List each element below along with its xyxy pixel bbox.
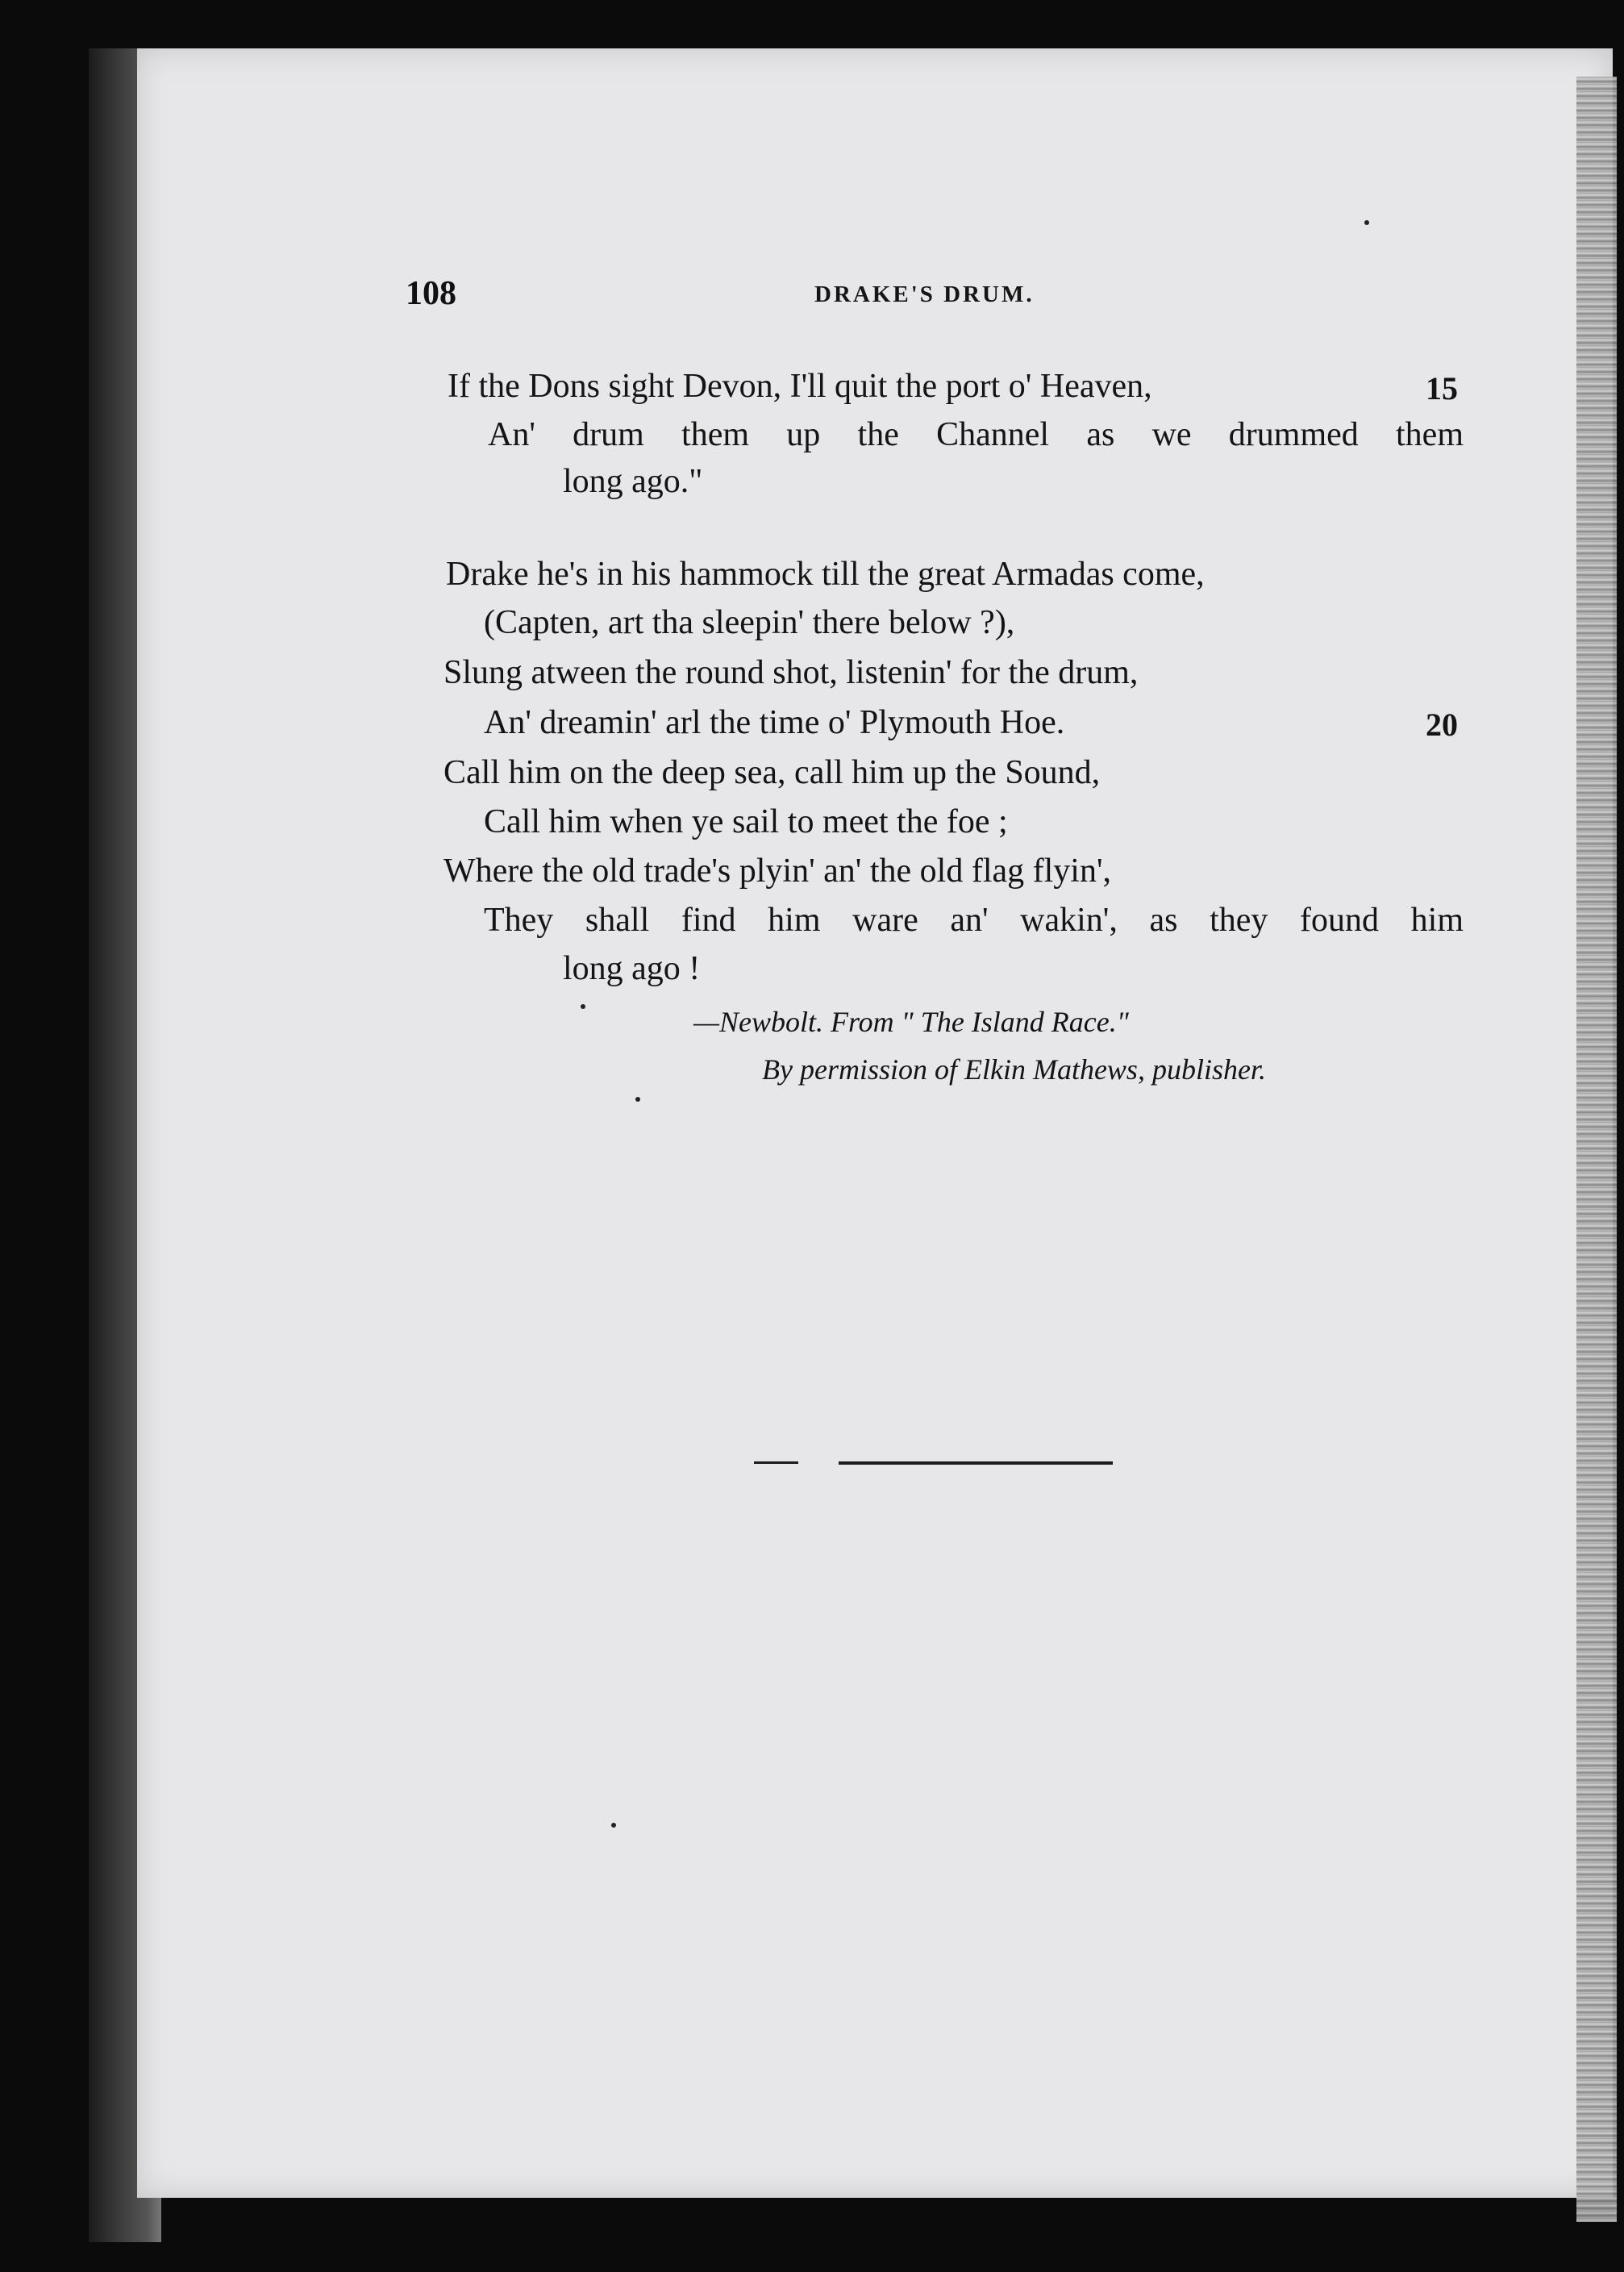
poem-line: Where the old trade's plyin' an' the old flag flyin', — [443, 853, 1112, 890]
poem-line-text: An' drum them up the Channel as we drummed them — [488, 416, 1464, 453]
closing-rule — [839, 1461, 1113, 1465]
poem-line-text: They shall find him ware an' wakin', as they found him — [484, 902, 1464, 939]
line-number: 20 — [1426, 707, 1458, 743]
closing-rule — [754, 1461, 798, 1464]
poem-line — [484, 901, 1464, 940]
attribution-permission: By permission of Elkin Mathews, publisher. — [762, 1053, 1266, 1086]
poem-line: Slung atween the round shot, listenin' for the drum, — [443, 654, 1139, 691]
poem-line — [488, 415, 1464, 454]
poem-line: If the Dons sight Devon, I'll quit the port o' Heaven, — [448, 368, 1152, 405]
poem-line: An' dreamin' arl the time o' Plymouth Hoe. — [484, 704, 1065, 741]
poem-line: long ago." — [563, 463, 703, 500]
line-number: 15 — [1426, 370, 1458, 406]
scan-speck — [1364, 220, 1369, 225]
page-number: 108 — [406, 275, 456, 312]
scan-speck — [635, 1097, 640, 1102]
scan-speck — [581, 1004, 585, 1009]
poem-line: Drake he's in his hammock till the great Armadas come, — [446, 556, 1205, 593]
running-head: DRAKE'S DRUM. — [814, 281, 1035, 307]
poem-line: Call him on the deep sea, call him up the Sound, — [443, 754, 1101, 791]
page-header — [0, 274, 1624, 323]
poem-line: (Capten, art tha sleepin' there below ?), — [484, 604, 1015, 641]
page-edges — [1576, 77, 1617, 2222]
attribution-source: —Newbolt. From " The Island Race." — [693, 1006, 1129, 1038]
scan-speck — [611, 1823, 616, 1828]
poem-line: long ago ! — [563, 950, 701, 987]
poem-line: Call him when ye sail to meet the foe ; — [484, 803, 1008, 840]
